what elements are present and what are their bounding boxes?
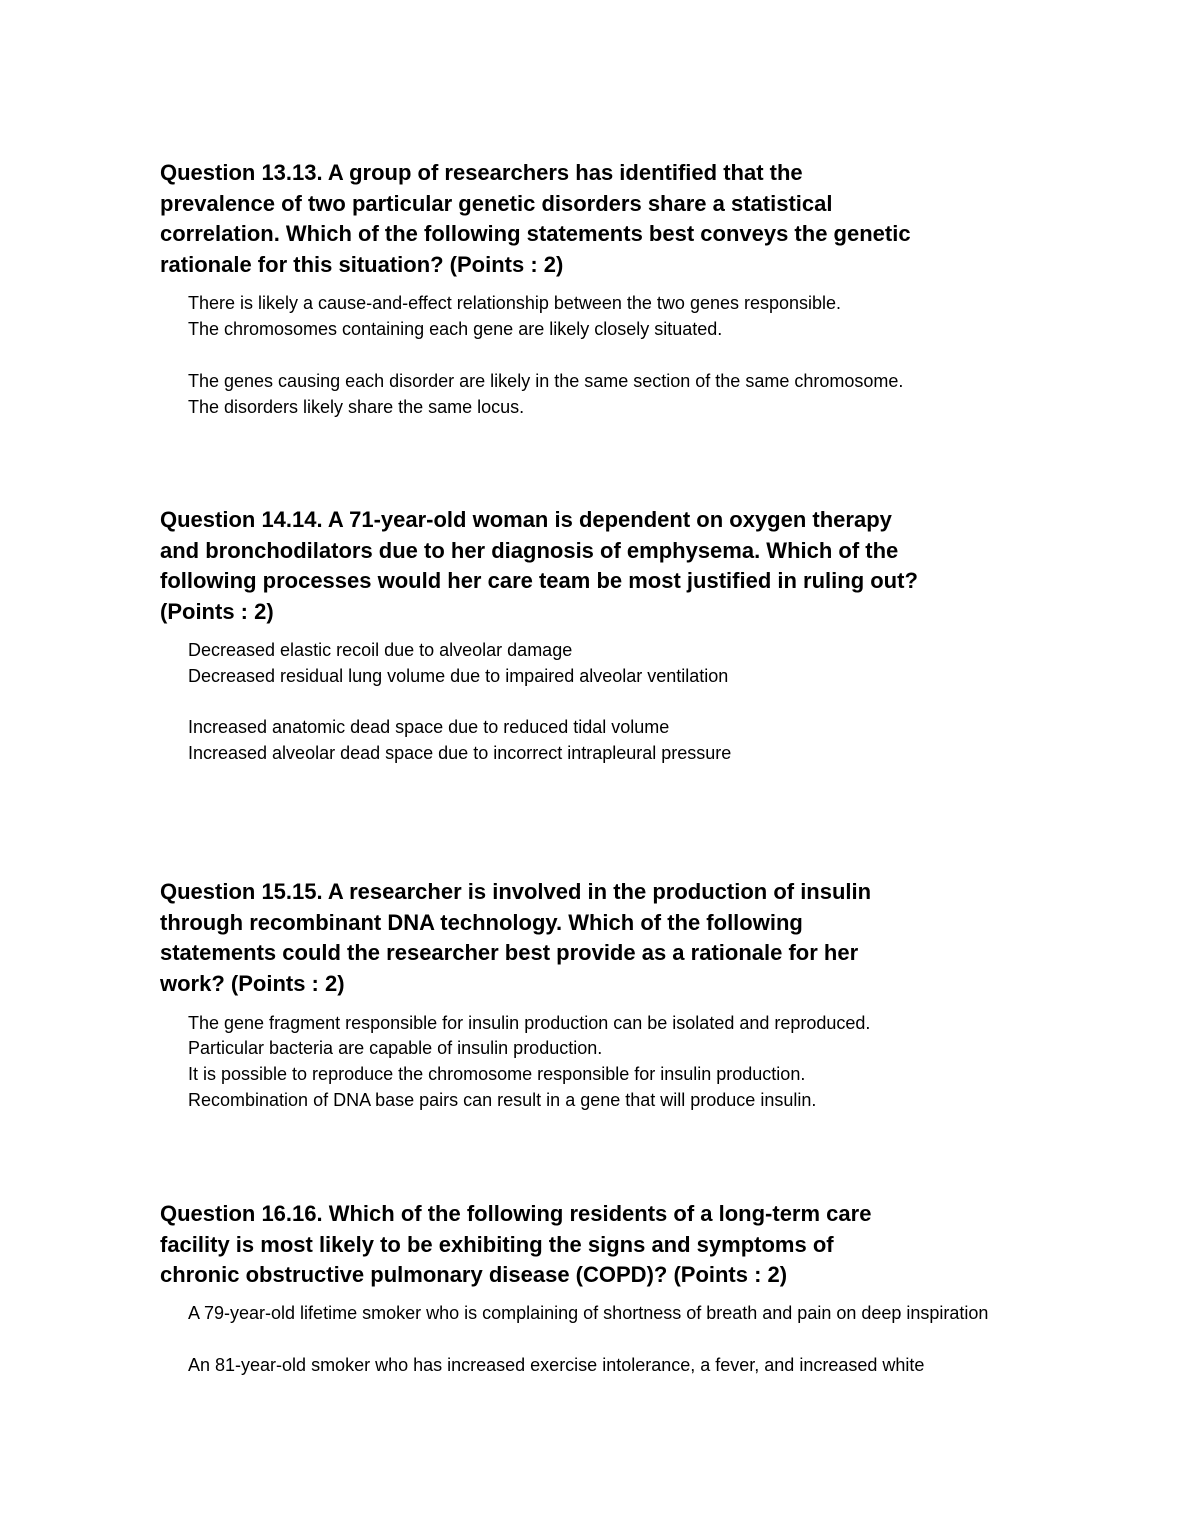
question-14-option-2: Decreased residual lung volume due to impaired alveolar ventilation — [188, 666, 729, 686]
question-13-option-4: The disorders likely share the same locus. — [188, 397, 525, 417]
question-15-option-1: The gene fragment responsible for insulin production can be isolated and reproduced. — [188, 1013, 871, 1033]
question-16-title: Question 16.16. Which of the following residents of a long-term care facility is most likely to be exhibiting the signs and symptoms of chronic obstructive pulmonary disease (COPD)? (Points : 2) — [160, 1201, 872, 1288]
question-14-option-4: Increased alveolar dead space due to incorrect intrapleural pressure — [188, 743, 732, 763]
question-13-title: Question 13.13. A group of researchers has identified that the prevalence of two particular genetic disorders share a statistical correlation. Which of the following statements best conveys the genetic rationale for this situation? (Points : 2) — [160, 160, 911, 278]
question-13-option-3: The genes causing each disorder are likely in the same section of the same chromosome. — [188, 371, 904, 391]
question-14-option-1: Decreased elastic recoil due to alveolar damage — [188, 640, 573, 660]
question-13-option-2: The chromosomes containing each gene are likely closely situated. — [188, 319, 723, 339]
question-14-option-3: Increased anatomic dead space due to reduced tidal volume — [188, 717, 670, 737]
question-13-option-1: There is likely a cause-and-effect relationship between the two genes responsible. — [188, 293, 842, 313]
question-15-option-2: Particular bacteria are capable of insulin production. — [188, 1038, 603, 1058]
question-16-option-1: A 79-year-old lifetime smoker who is complaining of shortness of breath and pain on deep inspiration — [188, 1303, 989, 1323]
question-16-option-2: An 81-year-old smoker who has increased exercise intolerance, a fever, and increased white — [188, 1355, 925, 1375]
question-15-title: Question 15.15. A researcher is involved in the production of insulin through recombinant DNA technology. Which of the following statements could the researcher best provide as a rationale for her work? (Points : 2) — [160, 879, 872, 997]
question-15-option-4: Recombination of DNA base pairs can result in a gene that will produce insulin. — [188, 1090, 817, 1110]
question-14-title: Question 14.14. A 71-year-old woman is dependent on oxygen therapy and bronchodilators due to her diagnosis of emphysema. Which of the following processes would her care team be most justified in ruling out? (Points : 2) — [160, 507, 918, 625]
question-15-option-3: It is possible to reproduce the chromosome responsible for insulin production. — [188, 1064, 806, 1084]
